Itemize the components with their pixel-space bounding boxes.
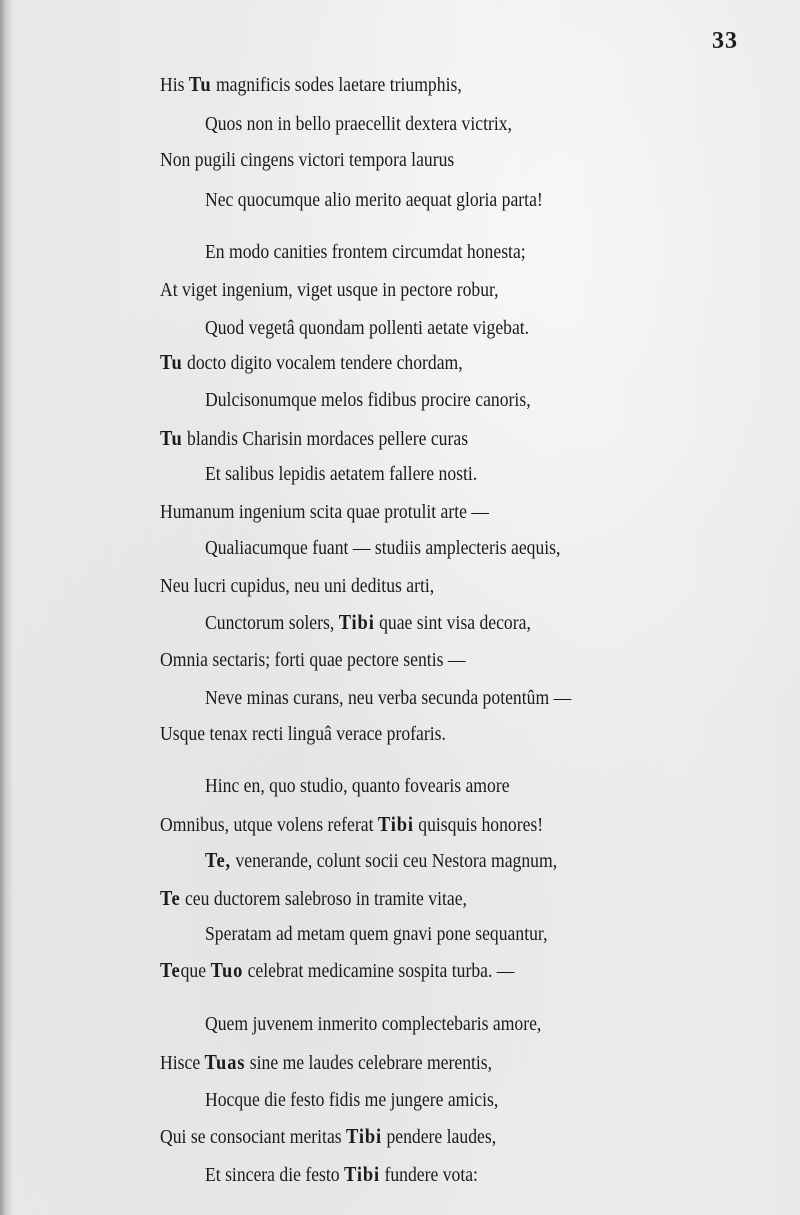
verse-line xyxy=(160,1124,496,1149)
verse-text: blandis Charisin mordaces pellere curas xyxy=(182,428,469,450)
verse-text: Nec quocumque alio merito aequat gloria parta! xyxy=(205,189,543,211)
verse-text: magnificis sodes laetare triumphis, xyxy=(211,74,462,96)
verse-line xyxy=(205,848,557,873)
verse-line xyxy=(205,188,543,212)
emphasized-word: Tu xyxy=(160,426,183,450)
verse-text: Qualiacumque fuant — studiis amplecteris aequis, xyxy=(205,537,561,559)
page-number: 33 xyxy=(712,28,738,54)
verse-line xyxy=(160,958,514,983)
verse-line xyxy=(160,350,463,375)
verse-line xyxy=(205,774,510,798)
verse-text: Qui se consociant meritas xyxy=(160,1126,347,1148)
verse-text: docto digito vocalem tendere chordam, xyxy=(182,352,463,374)
verse-line xyxy=(205,1012,541,1036)
emphasized-word: Te, xyxy=(205,848,232,872)
emphasized-word: Te xyxy=(160,886,181,910)
emphasized-word: Tu xyxy=(188,72,212,96)
verse-line xyxy=(205,462,477,486)
verse-line xyxy=(205,686,571,710)
verse-line xyxy=(160,72,462,97)
verse-text: pendere laudes, xyxy=(382,1126,497,1148)
verse-text: Quem juvenem inmerito complectebaris amore, xyxy=(205,1013,542,1035)
verse-line xyxy=(205,536,560,560)
emphasized-word: Tu xyxy=(160,350,183,374)
verse-text: venerande, colunt socii ceu Nestora magnum, xyxy=(231,850,558,872)
verse-line xyxy=(205,922,547,946)
verse-text: Speratam ad metam quem gnavi pone sequantur, xyxy=(205,923,548,945)
verse-text: Non pugili cingens victori tempora laurus xyxy=(160,149,455,171)
verse-text: Hocque die festo fidis me jungere amicis, xyxy=(205,1089,499,1111)
verse-line xyxy=(160,278,499,302)
verse-line xyxy=(205,240,526,264)
verse-line xyxy=(205,610,531,635)
verse-text: Hinc en, quo studio, quanto fovearis amore xyxy=(205,775,510,797)
verse-line xyxy=(205,1088,498,1112)
verse-text: celebrat medicamine sospita turba. — xyxy=(243,960,515,982)
verse-line xyxy=(160,500,489,524)
verse-line xyxy=(160,148,454,172)
verse-text: quisquis honores! xyxy=(413,814,544,836)
verse-text: At viget ingenium, viget usque in pectore robur, xyxy=(160,279,499,301)
verse-line xyxy=(205,388,531,412)
verse-line xyxy=(160,574,434,598)
verse-line xyxy=(160,1050,492,1075)
verse-text: Dulcisonumque melos fidibus procire canoris, xyxy=(205,389,531,411)
verse-text: Et salibus lepidis aetatem fallere nosti. xyxy=(205,463,478,485)
verse-line xyxy=(160,722,446,746)
verse-line xyxy=(160,426,468,451)
emphasized-word: Te xyxy=(160,958,181,982)
verse-line xyxy=(205,316,529,340)
verse-text: Cunctorum solers, xyxy=(205,612,339,634)
verse-text: Neve minas curans, neu verba secunda potentûm — xyxy=(205,687,572,709)
verse-text: Quod vegetâ quondam pollenti aetate vigebat. xyxy=(205,317,530,339)
verse-text: Humanum ingenium scita quae protulit arte — xyxy=(160,501,490,523)
emphasized-word: Tuo xyxy=(210,958,244,982)
verse-line xyxy=(205,112,512,136)
verse-text: sine me laudes celebrare merentis, xyxy=(245,1052,493,1074)
verse-text: Usque tenax recti linguâ verace profaris. xyxy=(160,723,446,745)
verse-text: fundere vota: xyxy=(380,1164,478,1186)
verse-text: En modo canities frontem circumdat honesta; xyxy=(205,241,526,263)
verse-text: Hisce xyxy=(160,1052,205,1074)
emphasized-word: Tibi xyxy=(338,610,375,634)
emphasized-word: Tibi xyxy=(346,1124,383,1148)
verse-text: Omnia sectaris; forti quae pectore sentis — xyxy=(160,649,466,671)
verse-text: His xyxy=(160,74,189,96)
verse-line xyxy=(205,1162,478,1187)
verse-text: Omnibus, utque volens referat xyxy=(160,814,378,836)
verse-text: Et sincera die festo xyxy=(205,1164,345,1186)
verse-text: Quos non in bello praecellit dextera victrix, xyxy=(205,113,512,135)
verse-text: Neu lucri cupidus, neu uni deditus arti, xyxy=(160,575,435,597)
verse-text: ceu ductorem salebroso in tramite vitae, xyxy=(180,888,467,910)
verse-text: quae sint visa decora, xyxy=(374,612,531,634)
verse-text: que xyxy=(180,960,211,982)
verse-line xyxy=(160,886,467,911)
emphasized-word: Tibi xyxy=(377,812,414,836)
verse-line xyxy=(160,812,543,837)
emphasized-word: Tibi xyxy=(344,1162,381,1186)
emphasized-word: Tuas xyxy=(204,1050,246,1074)
verse-line xyxy=(160,648,465,672)
